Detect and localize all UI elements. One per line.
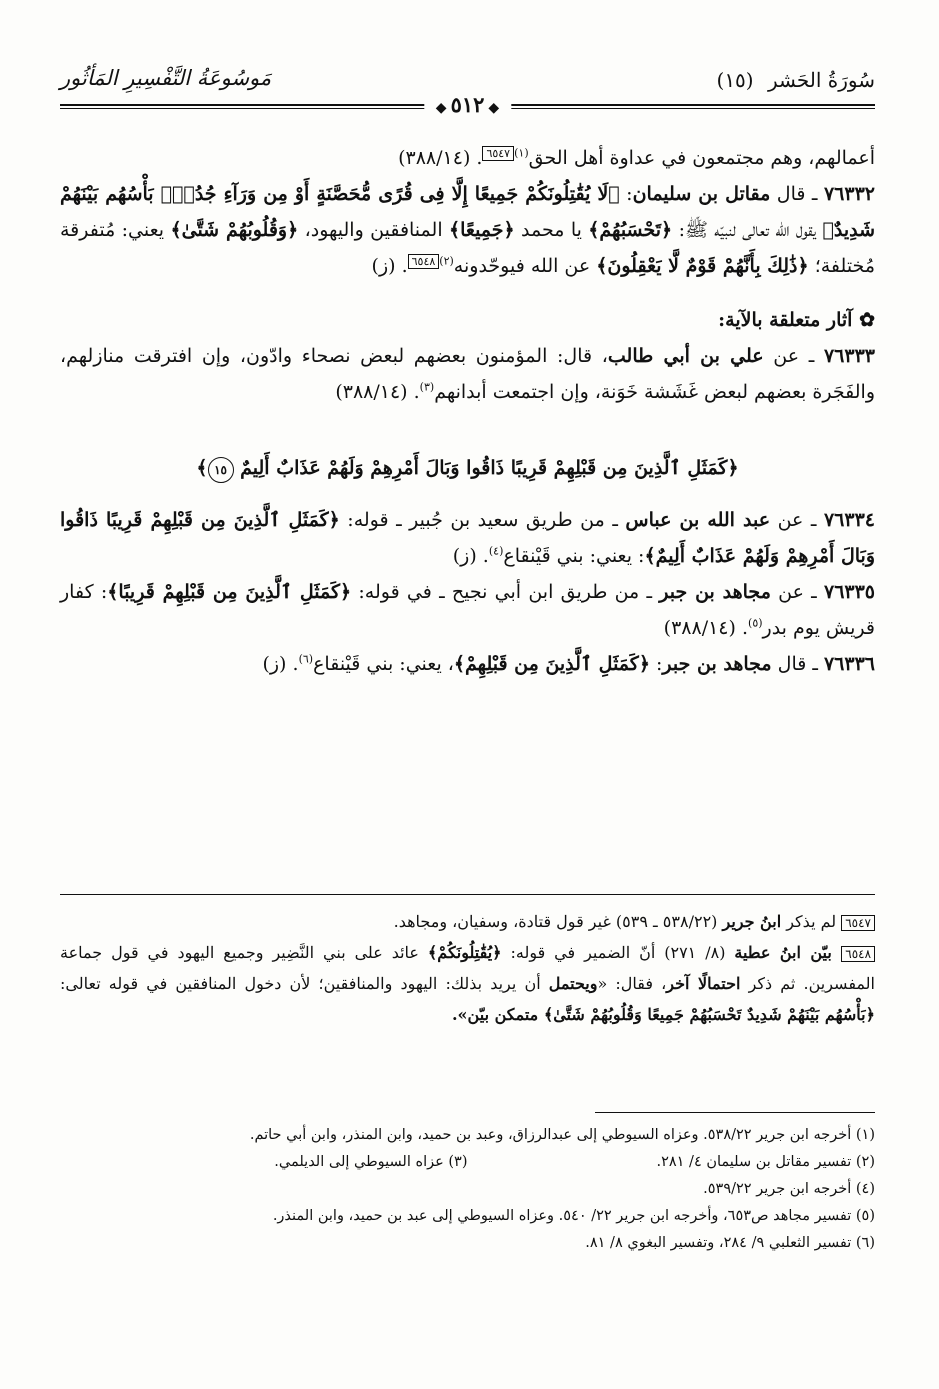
quran-quote: ﴿تَحْسَبُهُمْ﴾	[588, 219, 673, 241]
text: (٥٣٨/٢٢ ـ ٥٣٩) غير قول قتادة، وسفيان، ومجاهد.	[393, 912, 723, 931]
text: لم يذكر	[781, 912, 842, 931]
note-6548	[60, 937, 875, 1030]
text: :	[649, 653, 663, 675]
quran-quote: ﴿وَقُلُوبُهُمْ شَتَّىٰ﴾	[170, 219, 299, 241]
quran-quote: ﴿بَأْسُهُم بَيْنَهُمْ شَدِيدٌ تَحْسَبُهُمْ جَمِيعًا وَقُلُوبُهُمْ شَتَّىٰ﴾	[543, 1005, 875, 1024]
text: عن الله فيوحّدونه	[453, 255, 597, 277]
flower-icon: ✿	[859, 309, 875, 331]
footnote-5: (٥) تفسير مجاهد ص٦٥٣، وأخرجه ابن جرير ٢٢/ ٥٤٠. وعزاه السيوطي إلى عبد بن حميد، وابن المنذر.	[272, 1208, 875, 1224]
footnote-marker[interactable]: (٢)	[439, 254, 454, 268]
section-heading	[60, 302, 875, 338]
scholar-name: ابنُ جرير	[722, 912, 782, 931]
reference: . (٣٨٨/١٤)	[335, 381, 420, 403]
text: ، قال: المؤمنون بعضهم لبعض نصحاء وادّون، وإن افترقت منازلهم، والفَجَرة بعضهم لبعض غَشَشة خَوَنة، وإن اجتمعت أبدانهم	[60, 345, 875, 403]
verse-text: ﴿كَمَثَلِ ٱلَّذِينَ مِن قَبْلِهِمْ قَرِيبًا ذَاقُوا وَبَالَ أَمْرِهِمْ وَلَهُمْ عَذَابٌ أَلِيمٌ	[240, 457, 739, 479]
narration-number: ٧٦٣٣٥	[823, 581, 876, 603]
footnotes-separator	[595, 1112, 875, 1113]
narration-76334	[60, 502, 875, 574]
narrator: علي بن أبي طالب	[607, 345, 764, 367]
text: ، فقال: «	[597, 974, 667, 993]
narration-76332	[60, 176, 875, 284]
page-number	[424, 92, 511, 117]
footnote-marker[interactable]: (١)	[514, 146, 529, 160]
verse-15	[60, 450, 875, 486]
note-box: ٦٥٤٨	[841, 946, 875, 962]
text: ـ عن	[770, 581, 824, 603]
quran-quote: ﴿لَا يُقَٰتِلُونَكُمْ جَمِيعًا إِلَّا فِى قُرًى مُّحَصَّنَةٍ أَوْ مِن وَرَآءِ جُدُرٍۭ بَأْسُهُم بَيْنَهُمْ شَدِيدٌ﴾	[60, 183, 875, 241]
sura-number: (١٥)	[716, 68, 754, 92]
text: :	[619, 183, 633, 205]
text: يقول الله تعالى لنبيّه ﷺ:	[672, 219, 823, 241]
narrator: مجاهد بن جبر	[659, 581, 771, 603]
ornament-icon: ◆	[435, 100, 447, 116]
footnote-1: (١) أخرجه ابن جرير ٥٣٨/٢٢. وعزاه السيوطي إلى عبدالرزاق، وعبد بن حميد، وابن المنذر، وابن أبي حاتم.	[249, 1127, 875, 1143]
sura-name: سُورَةُ الحَشر	[767, 68, 875, 92]
text: يا محمد	[514, 219, 589, 241]
text: : يعني: بني قَيْنقاع	[503, 545, 645, 567]
text: ـ من طريق ابن أبي نجيح ـ في قوله:	[351, 581, 660, 603]
text: عائد على بني النَّضِير وجميع اليهود في قول جماعة المفسرين. ثم ذكر	[60, 943, 875, 993]
footnote-marker[interactable]: (٣)	[419, 380, 435, 394]
paragraph-continuation	[60, 140, 875, 176]
reference: . (ز)	[262, 653, 299, 675]
narrator: مقاتل بن سليمان	[632, 183, 771, 205]
text: ـ قال	[771, 653, 824, 675]
text: (٨/ ٢٧١) أنّ الضمير في قوله:	[501, 943, 735, 962]
page-header	[60, 60, 875, 117]
narration-number: ٧٦٣٣٣	[823, 345, 875, 367]
note-box[interactable]: ٦٥٤٨	[408, 254, 440, 269]
narration-number: ٧٦٣٣٤	[823, 509, 875, 531]
emphasis: ويحتمل	[548, 974, 598, 993]
footnote-3: (٣) عزاه السيوطي إلى الديلمي.	[274, 1154, 468, 1170]
footnote-marker[interactable]: (٤)	[488, 544, 504, 558]
narration-76333	[60, 338, 875, 410]
quran-quote: ﴿كَمَثَلِ ٱلَّذِينَ مِن قَبْلِهِمْ﴾	[453, 653, 650, 675]
narration-number: ٧٦٣٣٢	[823, 183, 875, 205]
reference: . (ز)	[371, 255, 408, 277]
quran-quote: ﴿جَمِيعًا﴾	[448, 219, 515, 241]
ayah-number-icon: ١٥	[208, 457, 234, 483]
narrator: عبد الله بن عباس	[625, 509, 771, 531]
text: يعني: مُتفرقة مُختلفة؛	[60, 219, 875, 277]
text: ـ عن	[763, 345, 824, 367]
text: ، يعني: بني قَيْنقاع	[313, 653, 454, 675]
footnote-4: (٤) أخرجه ابن جرير ٥٣٩/٢٢.	[703, 1181, 875, 1197]
section-title: آثار متعلقة بالآية:	[718, 309, 853, 331]
text: ـ عن	[770, 509, 824, 531]
text: المنافقين واليهود،	[298, 219, 449, 241]
quran-quote: ﴿يُقَٰتِلُونَكُمْ﴾	[427, 943, 502, 962]
narrator: مجاهد بن جبر	[662, 653, 772, 675]
commentary-notes	[60, 906, 875, 1030]
page-number-text: ٥١٢	[450, 92, 485, 117]
book-title: مَوسُوعَةُ التَّفْسِيرِ المَأثُور	[60, 66, 272, 90]
reference: . (ز)	[452, 545, 489, 567]
text: ـ من طريق سعيد بن جُبير ـ قوله:	[339, 509, 626, 531]
footnote-marker[interactable]: (٦)	[298, 652, 314, 666]
emphasis: احتمالًا آخر	[666, 974, 741, 993]
footnotes	[60, 1122, 875, 1257]
text: ـ قال	[770, 183, 824, 205]
note-box: ٦٥٤٧	[841, 915, 875, 931]
verse-close: ﴾	[196, 457, 208, 479]
footnote-2: (٢) تفسير مقاتل بن سليمان ٤/ ٢٨١.	[656, 1154, 875, 1170]
footnote-6: (٦) تفسير الثعلبي ٩/ ٢٨٤، وتفسير البغوي ٨/ ٨١.	[585, 1235, 875, 1251]
quran-quote: ﴿كَمَثَلِ ٱلَّذِينَ مِن قَبْلِهِمْ قَرِيبًا ذَاقُوا وَبَالَ أَمْرِهِمْ وَلَهُمْ عَذَابٌ أَلِيمٌ﴾	[60, 509, 875, 567]
quran-quote: ﴿ذَٰلِكَ بِأَنَّهُمْ قَوْمٌ لَّا يَعْقِلُونَ﴾	[596, 255, 809, 277]
note-box[interactable]: ٦٥٤٧	[482, 146, 514, 161]
main-text	[60, 140, 875, 682]
narration-76335	[60, 574, 875, 646]
footnote-row	[60, 1149, 875, 1176]
sura-title	[717, 68, 876, 92]
reference: . (٣٨٨/١٤)	[663, 617, 749, 639]
narration-76336	[60, 646, 875, 682]
footnote-marker[interactable]: (٥)	[748, 616, 763, 630]
scholar-name: بيّن ابنُ عطية	[734, 943, 842, 962]
quran-quote: ﴿كَمَثَلِ ٱلَّذِينَ مِن قَبْلِهِمْ قَرِيبًا﴾	[107, 581, 352, 603]
text: متمكن بيّن».	[451, 1005, 544, 1024]
text: : كفار قريش يوم بدر	[60, 581, 875, 639]
note-6547	[60, 906, 875, 937]
reference: . (٣٨٨/١٤)	[398, 147, 483, 169]
notes-separator	[60, 894, 875, 895]
ornament-icon: ◆	[488, 100, 500, 116]
text: أعمالهم، وهم مجتمعون في عداوة أهل الحق	[528, 147, 875, 169]
text: أن يريد بذلك: اليهود والمنافقين؛ لأن دخول المنافقين في قوله تعالى:	[60, 974, 549, 993]
narration-number: ٧٦٣٣٦	[823, 653, 875, 675]
